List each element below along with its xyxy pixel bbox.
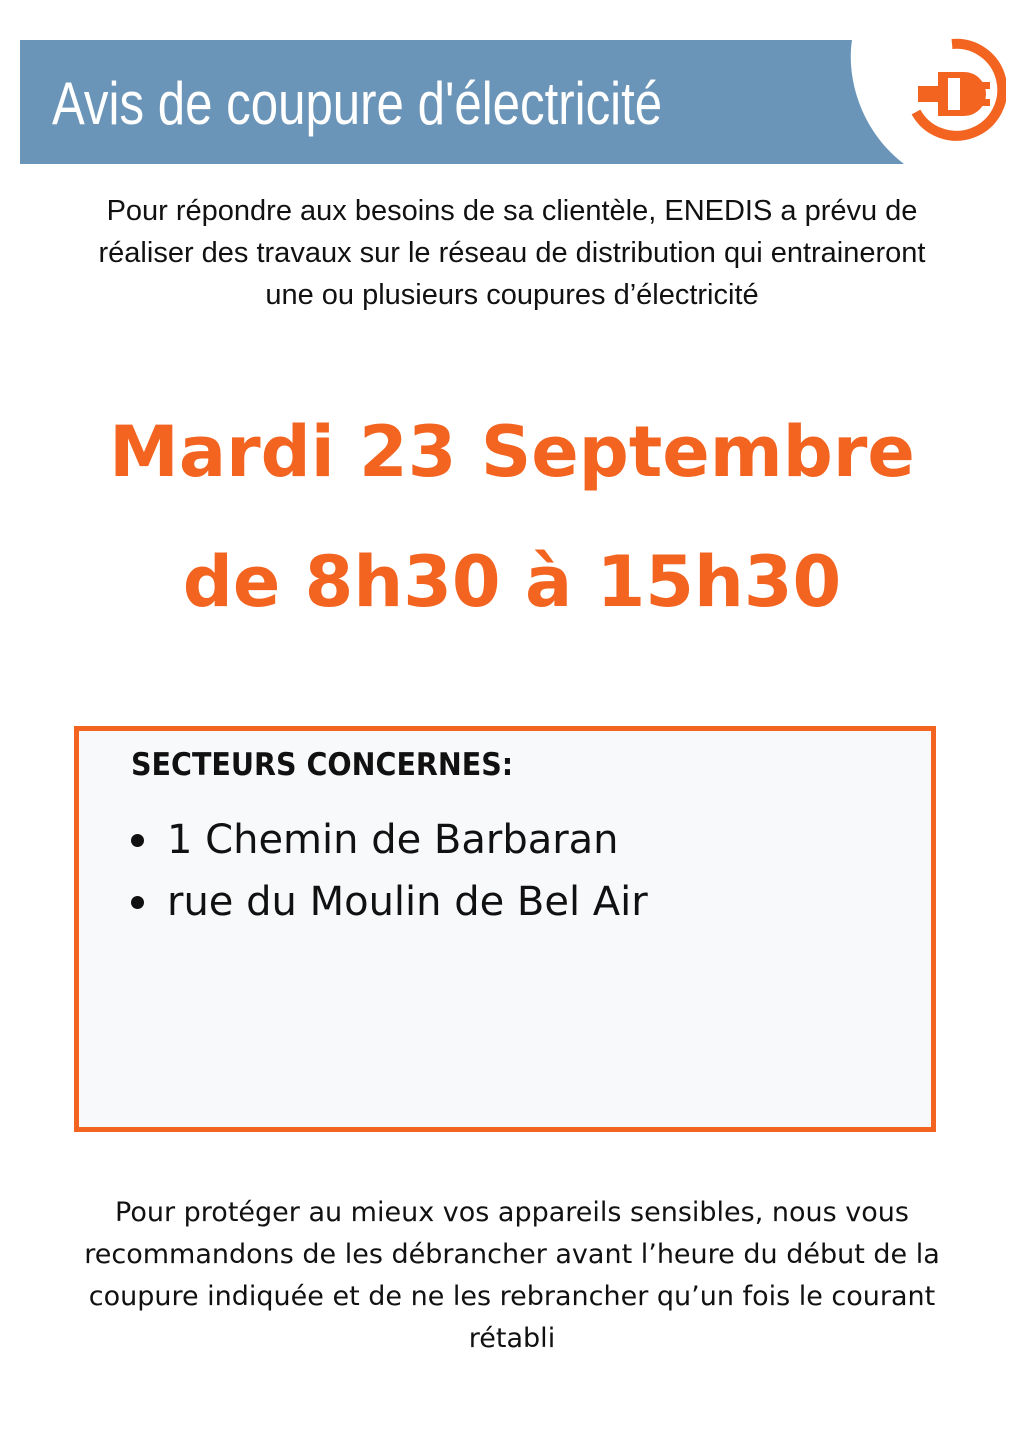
header-banner bbox=[20, 40, 904, 164]
sectors-title: SECTEURS CONCERNES: bbox=[131, 747, 514, 783]
intro-text: Pour répondre aux besoins de sa clientèle, ENEDIS a prévu de réaliser des travaux sur le réseau de distribution qui entraineront une ou plusieurs coupures d’électricité bbox=[98, 195, 926, 311]
sector-label: 1 Chemin de Barbaran bbox=[167, 817, 619, 863]
page-title: Avis de coupure d'électricité bbox=[52, 70, 663, 137]
bullet-icon bbox=[131, 896, 144, 909]
sectors-list bbox=[131, 809, 648, 933]
sectors-box bbox=[74, 726, 936, 1132]
list-item bbox=[131, 809, 648, 871]
outage-date: Mardi 23 Septembre bbox=[109, 411, 915, 493]
sector-label: rue du Moulin de Bel Air bbox=[167, 879, 648, 925]
enedis-plug-icon bbox=[904, 38, 1006, 150]
outage-time: de 8h30 à 15h30 bbox=[182, 541, 842, 623]
list-item bbox=[131, 871, 648, 933]
bullet-icon bbox=[131, 834, 144, 847]
advice-text: Pour protéger au mieux vos appareils sensibles, nous vous recommandons de les débrancher avant l’heure du début de la coupure indiquée et de ne les rebrancher qu’un fois le courant rétabli bbox=[84, 1197, 940, 1354]
